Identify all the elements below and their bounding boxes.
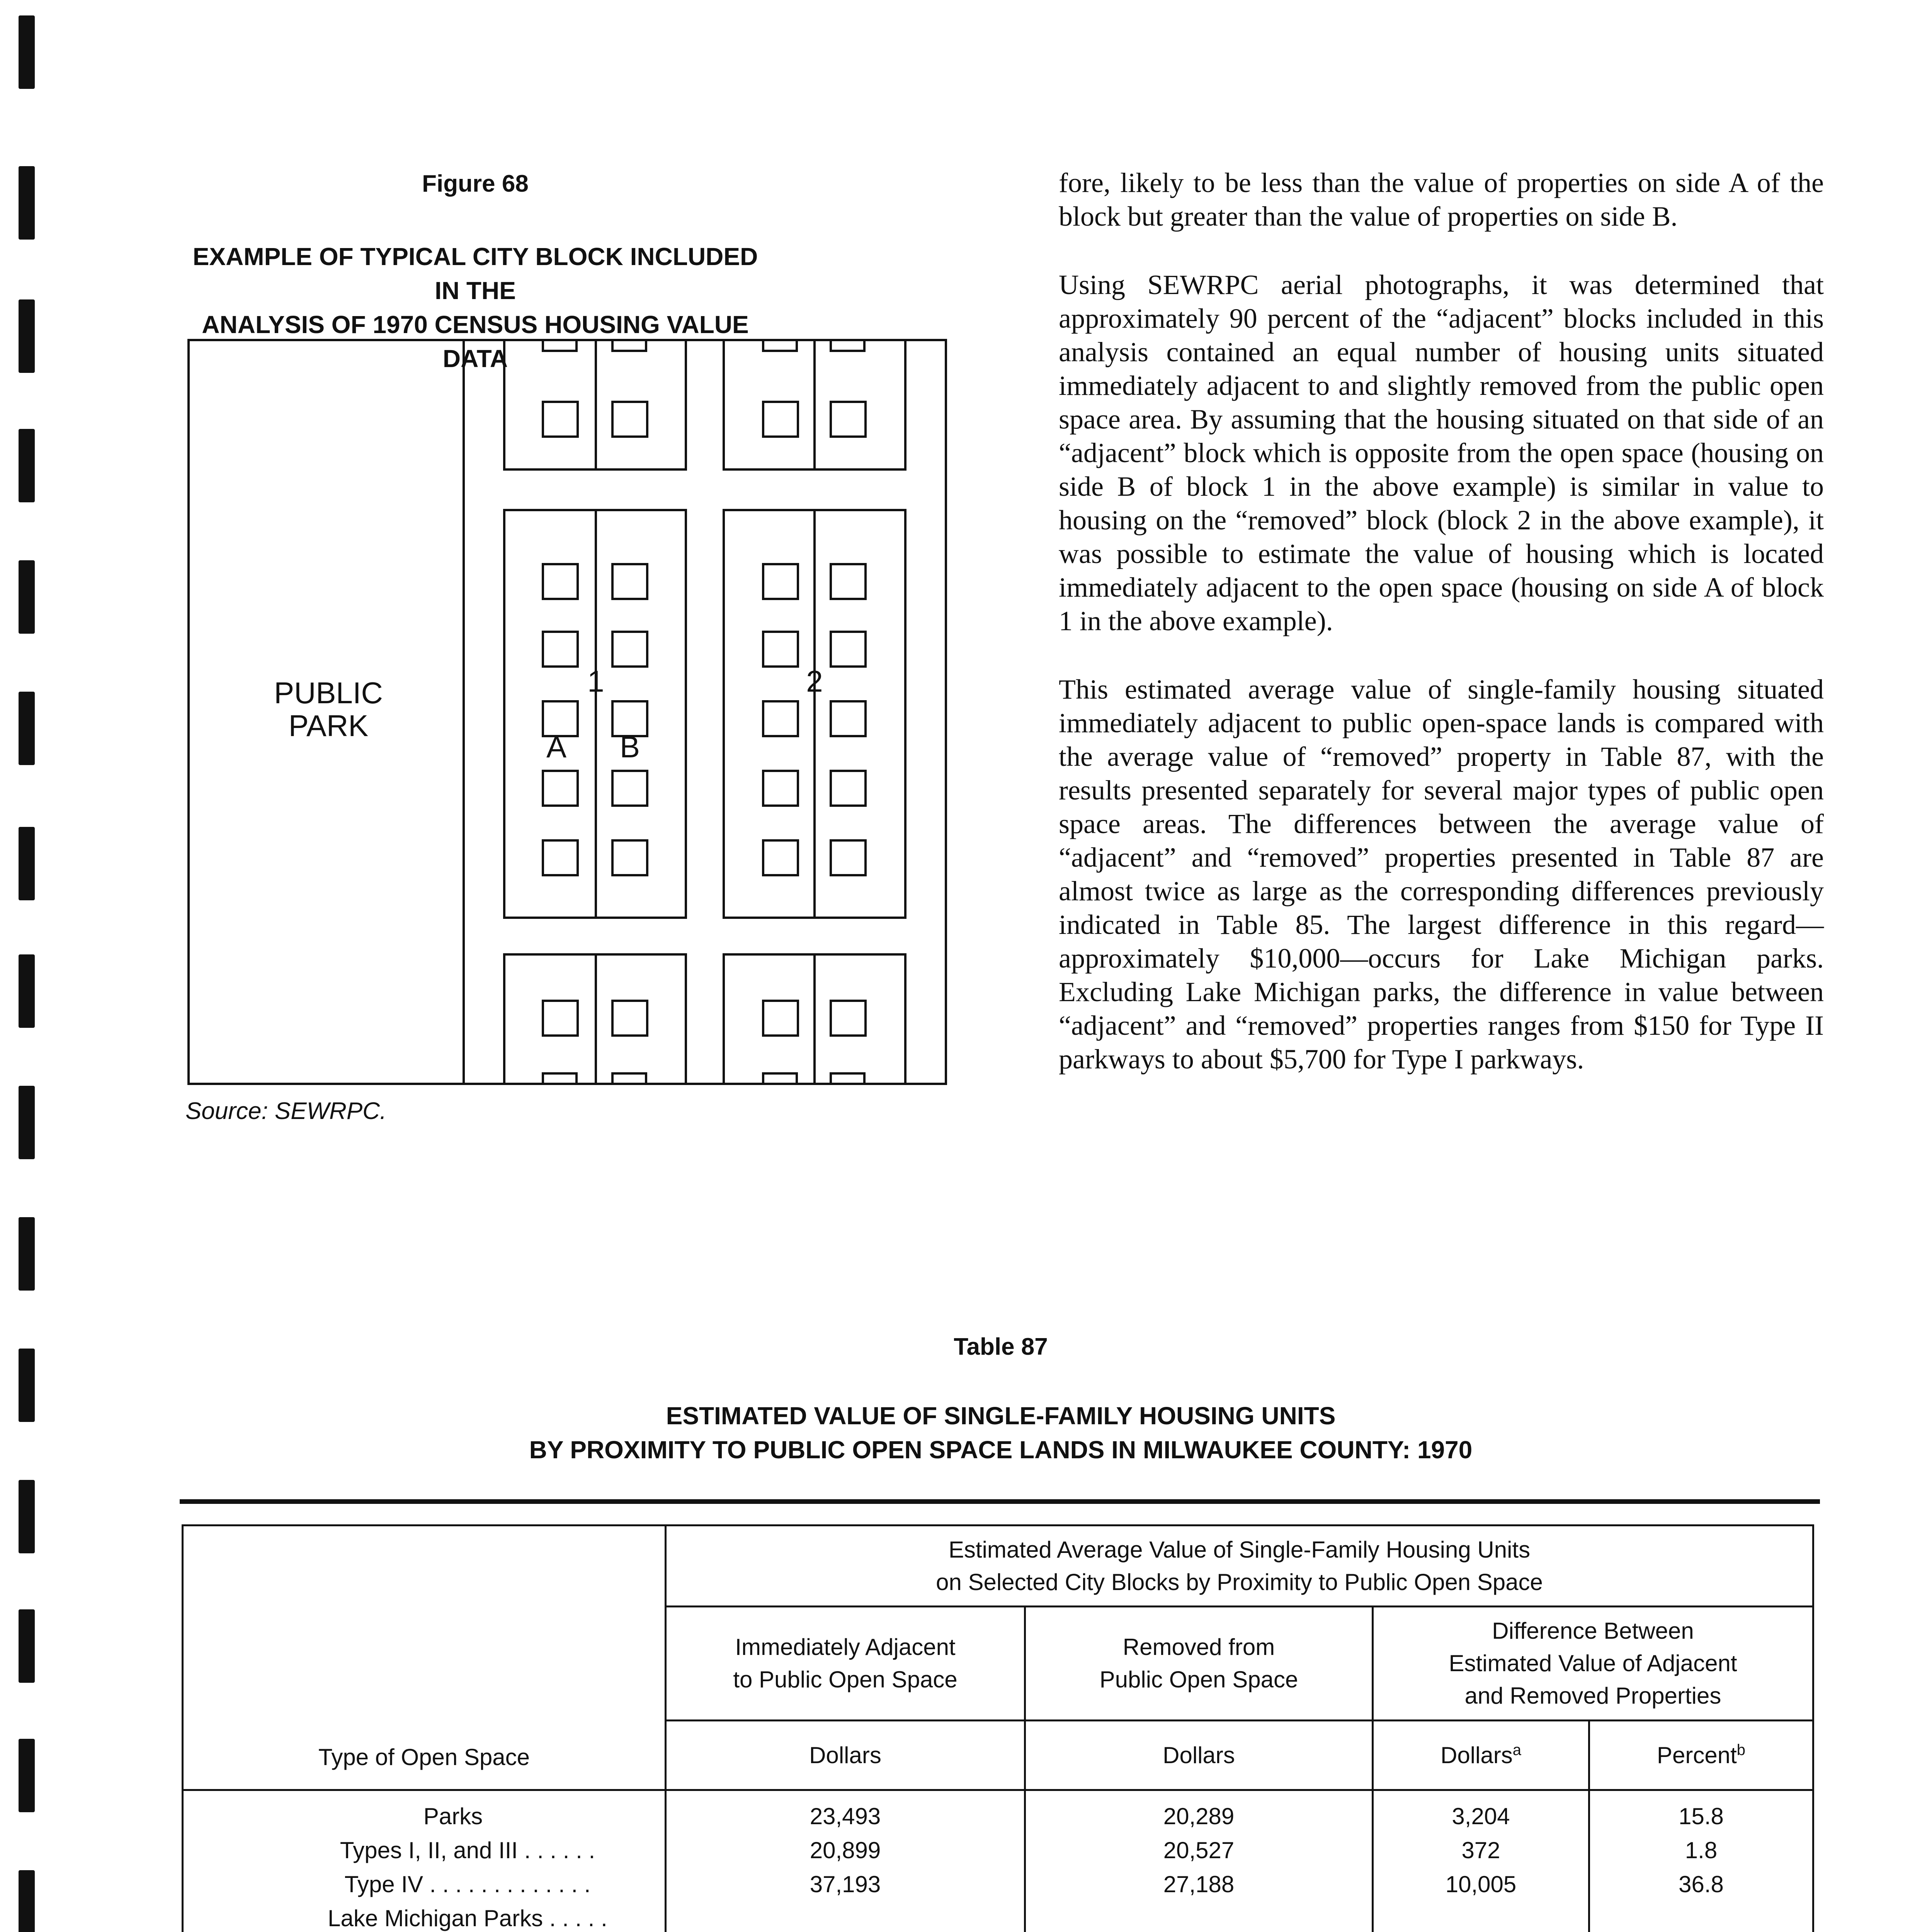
binding-hole [19, 1480, 35, 1553]
binding-hole [19, 15, 35, 89]
binding-hole [19, 1609, 35, 1683]
cell-value: 20,289 [1163, 1803, 1235, 1829]
figure-title: EXAMPLE OF TYPICAL CITY BLOCK INCLUDED IN THE ANALYSIS OF 1970 CENSUS HOUSING VALUE DATA [192, 243, 758, 372]
binding-hole [19, 560, 35, 634]
block-1-label: 1 [587, 664, 604, 698]
diff-values [1373, 1790, 1589, 1932]
group-label: Parks [423, 1803, 483, 1829]
figure-label: Figure 68 [422, 170, 529, 197]
binding-hole [19, 1217, 35, 1291]
cell-value: 20,527 [1163, 1837, 1235, 1863]
paragraph: Using SEWRPC aerial photographs, it was determined that approximately 90 percent of the “adjacent” blocks included in this analysis contained an equal number of housing units situated immediately adjacent to and slightly removed from the public open space area. By assuming that the housing situated on that side of an “adjacent” block which is opposite from the open space (housing on side B of block 1 in the above example) is similar in value to housing on the “removed” block (block 2 in the above example), it was possible to estimate the value of housing which is located immediately adjacent to the open space (housing on side A of block 1 in the above example). [1059, 269, 1824, 636]
cell-value: 36.8 [1679, 1871, 1724, 1897]
cell-value: 23,493 [810, 1803, 881, 1829]
binding-hole [19, 827, 35, 900]
city-block-diagram [185, 332, 951, 1090]
park-label-line1: PUBLIC [274, 676, 383, 710]
row-label: Lake Michigan Parks . . . . . [328, 1905, 607, 1931]
side-a-label: A [546, 730, 567, 764]
data-table [182, 1524, 1814, 1932]
removed-values [1025, 1790, 1373, 1932]
col-header-removed: Removed from Public Open Space [1025, 1607, 1373, 1721]
table-top-rule [180, 1499, 1820, 1504]
cell-value: 37,193 [810, 1871, 881, 1897]
binding-hole [19, 429, 35, 502]
block-2-label: 2 [806, 664, 823, 698]
binding-hole [19, 166, 35, 240]
cell-value: 3,204 [1452, 1803, 1510, 1829]
stub-header: Type of Open Space [183, 1526, 666, 1790]
super-header: Estimated Average Value of Single-Family Housing Units on Selected City Blocks by Proximity to Public Open Space [666, 1526, 1813, 1607]
paragraph: fore, likely to be less than the value of properties on side A of the block but greater than the value of properties on side B. [1059, 167, 1824, 232]
binding-hole [19, 954, 35, 1028]
unit-header: Dollars [666, 1721, 1025, 1790]
house-markers [543, 340, 866, 1084]
col-header-adjacent: Immediately Adjacent to Public Open Space [666, 1607, 1025, 1721]
cell-value: 1.8 [1685, 1837, 1718, 1863]
figure-source: Source: SEWRPC. [185, 1098, 387, 1124]
group-stub [183, 1790, 666, 1932]
cell-value: 372 [1461, 1837, 1500, 1863]
binding-hole [19, 299, 35, 373]
binding-hole [19, 692, 35, 765]
binding-hole [19, 1349, 35, 1422]
table-title: ESTIMATED VALUE OF SINGLE-FAMILY HOUSING UNITS BY PROXIMITY TO PUBLIC OPEN SPACE LANDS IN MILWAUKEE COUNTY: 1970 [529, 1402, 1473, 1464]
binding-hole [19, 1870, 35, 1932]
row-label: Type IV . . . . . . . . . . . . . [344, 1871, 591, 1897]
table-label: Table 87 [954, 1333, 1048, 1360]
binding-hole [19, 1086, 35, 1159]
body-text-column [1059, 166, 1824, 1111]
cell-value: 27,188 [1163, 1871, 1235, 1897]
binding-hole [19, 1739, 35, 1812]
unit-header-dollars-diff: Dollars$^a$ [1373, 1721, 1589, 1790]
cell-value: 10,005 [1445, 1871, 1517, 1897]
table-group-parks [183, 1790, 1813, 1932]
col-header-difference: Difference Between Estimated Value of Adjacent and Removed Properties [1373, 1607, 1813, 1721]
unit-header: Dollars [1025, 1721, 1373, 1790]
percent-values [1589, 1790, 1813, 1932]
unit-header-percent: Percent$^b$ [1589, 1721, 1813, 1790]
side-b-label: B [619, 730, 640, 764]
row-label: Types I, II, and III . . . . . . [340, 1837, 595, 1863]
adjacent-values [666, 1790, 1025, 1932]
cell-value: 15.8 [1679, 1803, 1724, 1829]
cell-value: 20,899 [810, 1837, 881, 1863]
paragraph: This estimated average value of single-family housing situated immediately adjacent to public open-space lands is compared with the average value of “removed” property in Table 87, with the results presented separately for several major types of public open space areas. The differences between the average value of “adjacent” and “removed” properties presented in Table 87 are almost twice as large as the corresponding differences previously indicated in Table 85. The largest difference in this regard—approximately $10,000—occurs for Lake Michigan parks. Excluding Lake Michigan parks, the difference in value between “adjacent” and “removed” properties ranges from $150 for Type II parkways to about $5,700 for Type I parkways. [1059, 674, 1824, 1075]
park-label-line2: PARK [288, 709, 369, 743]
